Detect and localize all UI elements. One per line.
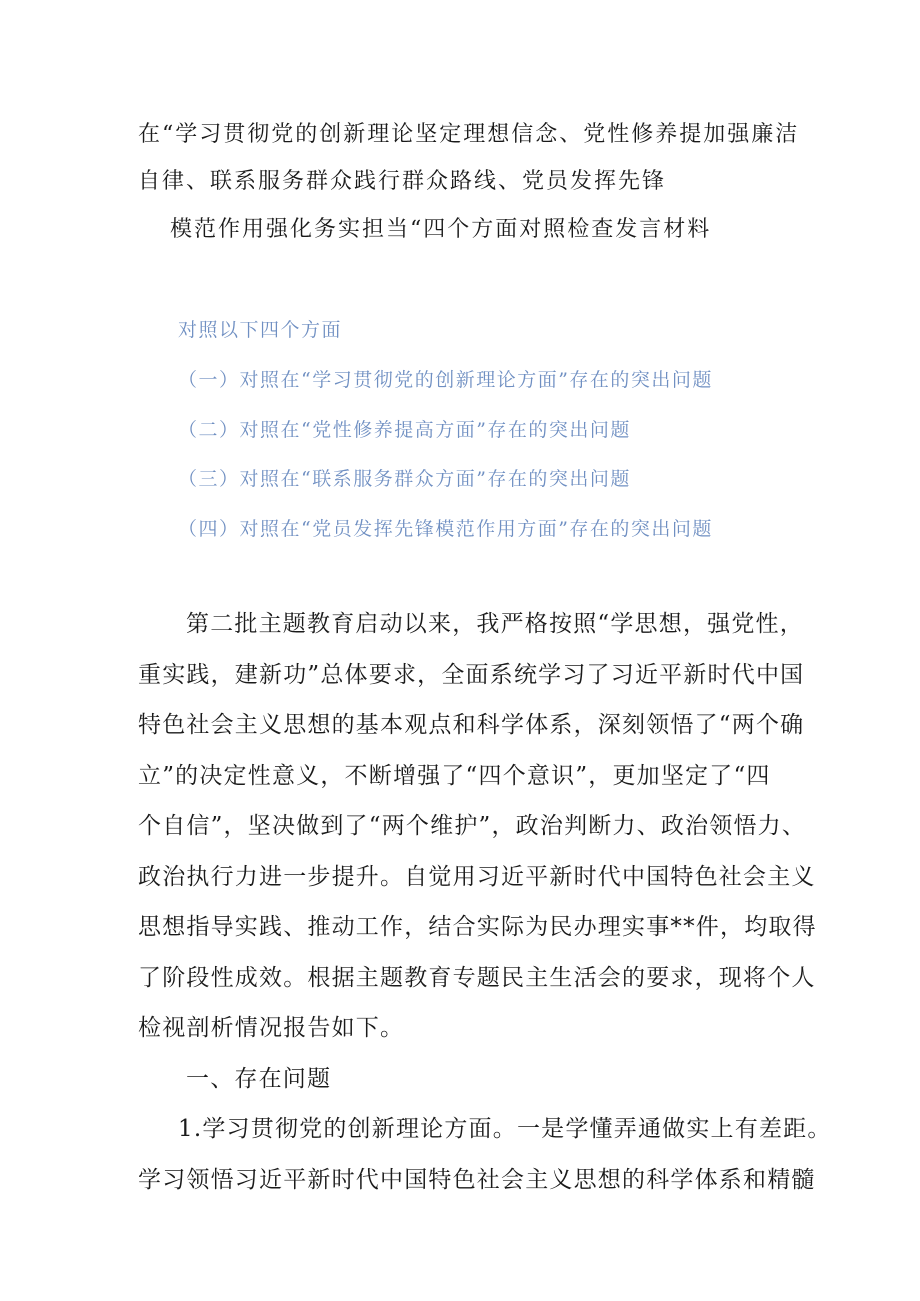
document-title-line-3: 模范作用强化务实担当“四个方面对照检查发言材料 bbox=[170, 217, 712, 242]
toc-item-4[interactable]: （四）对照在“党员发挥先锋模范作用方面”存在的突出问题 bbox=[178, 518, 713, 540]
paragraph-line: 个自信”，坚决做到了“两个维护”，政治判断力、政治领悟力、 bbox=[138, 813, 807, 839]
paragraph-line: 第二批主题教育启动以来，我严格按照“学思想，强党性， bbox=[186, 611, 804, 637]
toc-heading[interactable]: 对照以下四个方面 bbox=[178, 319, 343, 341]
toc-item-3[interactable]: （三）对照在“联系服务群众方面”存在的突出问题 bbox=[178, 468, 631, 490]
toc-item-2[interactable]: （二）对照在“党性修养提高方面”存在的突出问题 bbox=[178, 419, 631, 441]
paragraph-line: 特色社会主义思想的基本观点和科学体系，深刻领悟了“两个确 bbox=[138, 712, 805, 738]
document-title-line-1: 在“学习贯彻党的创新理论坚定理想信念、党性修养提加强廉洁 bbox=[138, 122, 800, 147]
paragraph-line: 思想指导实践、推动工作，结合实际为民办理实事**件，均取得 bbox=[138, 914, 817, 940]
document-title-line-2: 自律、联系服务群众践行群众路线、党员发挥先锋 bbox=[138, 169, 667, 194]
section-line: 学习领悟习近平新时代中国特色社会主义思想的科学体系和精髓 bbox=[138, 1167, 816, 1193]
paragraph-line: 检视剖析情况报告如下。 bbox=[138, 1015, 405, 1041]
toc-item-1[interactable]: （一）对照在“学习贯彻党的创新理论方面”存在的突出问题 bbox=[178, 369, 713, 391]
paragraph-line: 重实践，建新功”总体要求，全面系统学习了习近平新时代中国 bbox=[138, 662, 805, 688]
section-line: 1.学习贯彻党的创新理论方面。一是学懂弄通做实上有差距。 bbox=[178, 1116, 832, 1142]
paragraph-line: 立”的决定性意义，不断增强了“四个意识”，更加坚定了“四 bbox=[138, 763, 771, 789]
paragraph-line: 了阶段性成效。根据主题教育专题民主生活会的要求，现将个人 bbox=[138, 965, 816, 991]
paragraph-line: 政治执行力进一步提升。自觉用习近平新时代中国特色社会主义 bbox=[138, 864, 816, 890]
section-heading: 一、存在问题 bbox=[186, 1066, 332, 1092]
